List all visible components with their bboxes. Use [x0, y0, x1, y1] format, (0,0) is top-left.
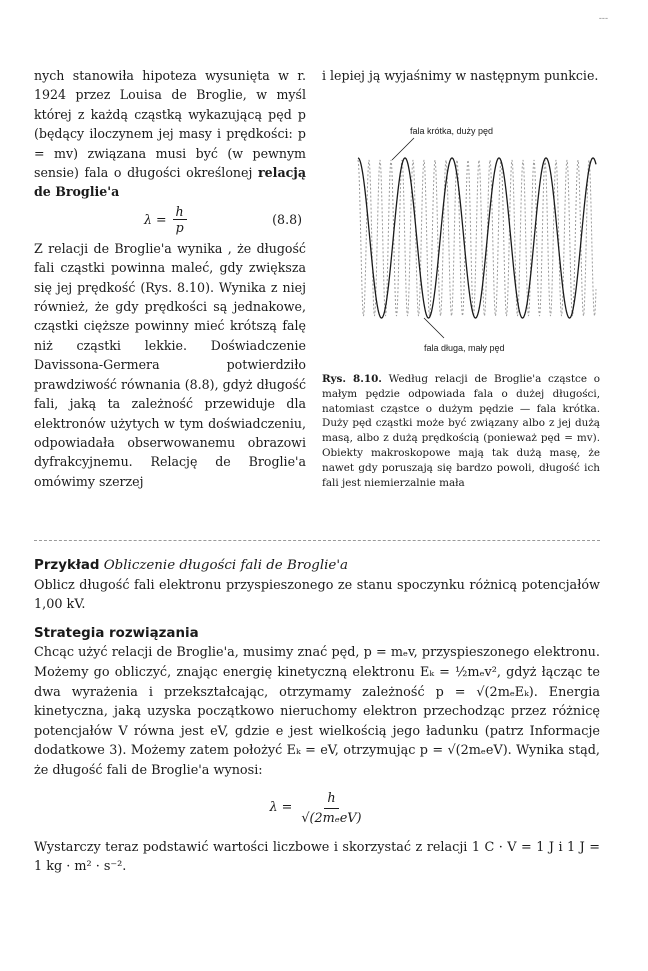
example-section: [34, 556, 600, 877]
pointer-short-wave: [392, 138, 414, 160]
figure-caption: [322, 372, 600, 490]
section-divider: [34, 540, 600, 541]
pointer-long-wave: [424, 318, 444, 338]
left-column: [34, 66, 306, 491]
label-short-wave: fala krótka, duży pęd: [410, 126, 494, 136]
final-equation-denominator: √(2mₑeV): [301, 810, 362, 826]
right-column-continuation: i lepiej ją wyjaśnimy w następnym punkcie.: [322, 68, 599, 83]
caption-text: Według relacji de Broglie'a cząstce o małym pędzie odpowiada fala o dużej długości, natomiast cząstce o dużym pędzie — fala krótka. Duży pęd cząstki może być związany albo z jej dużą masą, albo z dużą prędkością (ponieważ pęd = mv). Obiekty makroskopowe mają tak dużą masę, że nawet gdy poruszają się bardzo powoli, długość ich fali jest niemierzalnie mała: [322, 373, 600, 489]
example-label: Przykład: [34, 558, 100, 573]
figure-8-10: [352, 120, 600, 360]
final-equation-fraction: [298, 789, 364, 828]
example-heading: [34, 556, 600, 576]
paragraph-consequences: Z relacji de Broglie'a wynika , że długość fali cząstki powinna maleć, gdy zwiększa się jej prędkość (Rys. 8.10). Wynika z niej również, że gdy prędkości są jednakowe, cząstki cięższe powinny mieć krótszą falę niż cząstki lekkie. Doświadczenie Davissona-Germera potwierdziło prawdziwość równania (8.8), gdyż długość fali, jaką ta zależność przewiduje dla elektronów użytych w tym doświadczeniu, odpowiadała obserwowanemu obrazowi dyfrakcyjnemu. Relację de Broglie'a omówimy szerzej: [34, 240, 306, 489]
final-equation-lhs: λ =: [269, 800, 293, 816]
paragraph-intro: [34, 66, 306, 202]
strategy-text: Chcąc użyć relacji de Broglie'a, musimy znać pęd, p = mₑv, przyspieszonego elektronu. Możemy go obliczyć, znając energię kinetyczną elektronu Eₖ = ½mₑv², gdyż łącząc te dwa wyrażenia i przekształcając, otrzymamy zależność p = √(2mₑEₖ). Energia kinetyczna, jaką uzyska początkowo nieruchomy elektron przechodząc przez różnicę potencjałów V równa jest eV, gdzie e jest wielkością jego ładunku (patrz Informacje dodatkowe 3). Możemy zatem położyć Eₖ = eV, otrzymując p = √(2mₑeV). Wynika stąd, że długość fali de Broglie'a wynosi:: [34, 645, 600, 778]
final-equation: [34, 789, 600, 828]
strategy-heading: Strategia rozwiązania: [34, 625, 199, 641]
closing-text: Wystarczy teraz podstawić wartości liczbowe i skorzystać z relacji 1 C · V = 1 J i 1 J = 1 kg · m² · s⁻².: [34, 839, 600, 875]
label-long-wave: fala długa, mały pęd: [424, 343, 505, 353]
caption-label: Rys. 8.10.: [322, 373, 382, 385]
intro-text: nych stanowiła hipoteza wysunięta w r. 1924 przez Louisa de Broglie, w myśl której z każdą cząstką wykazującą pęd p (będący iloczynem jej masy i prędkości: p = mv) związana musi być (w pewnym sensie) fala o długości określonej: [34, 68, 306, 181]
equation-numerator: h: [173, 204, 187, 220]
long-wave-line: [358, 158, 596, 318]
example-problem: Oblicz długość fali elektronu przyspieszonego ze stanu spoczynku różnicą potencjałów 1,00 kV.: [34, 577, 600, 613]
example-title: Obliczenie długości fali de Broglie'a: [103, 558, 349, 573]
relation-term: relacją de Broglie'a: [34, 165, 306, 200]
page-corner-mark: ---: [598, 14, 608, 24]
equation-number: (8.8): [272, 211, 302, 227]
equation-fraction: [173, 204, 187, 235]
equation-denominator: p: [175, 219, 184, 235]
wave-diagram: [352, 120, 600, 360]
equation-8-8: [34, 204, 306, 235]
equation-lhs: λ =: [144, 211, 167, 227]
equation-body: [144, 204, 187, 235]
final-equation-numerator: h: [324, 789, 338, 809]
